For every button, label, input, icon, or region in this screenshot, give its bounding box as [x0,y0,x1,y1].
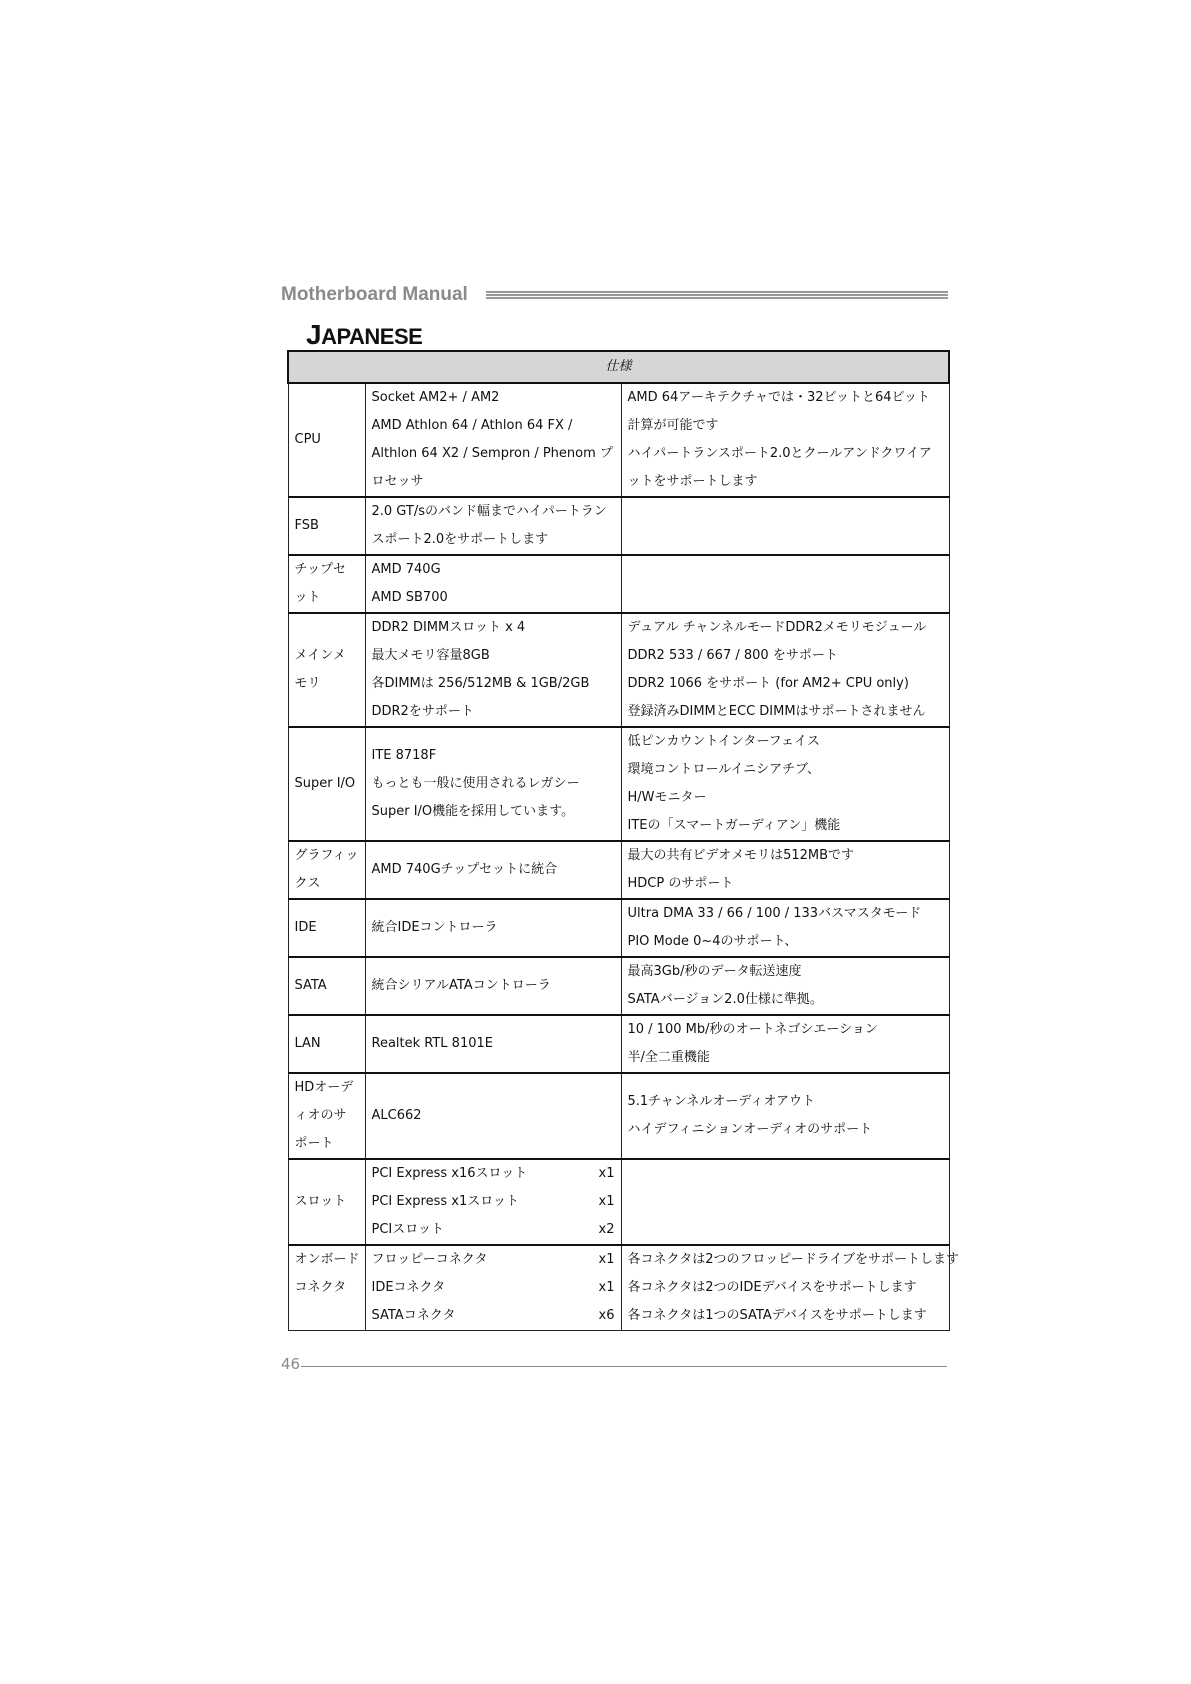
spec-row [288,841,949,899]
spec-value [365,1073,621,1159]
slot-name: PCI Express x1スロット [371,1194,519,1209]
spec-notes [621,727,949,841]
slot-qty: x2 [598,1222,615,1237]
slot-qty: x1 [598,1194,615,1209]
slot-item [372,1160,615,1188]
cell-line: 5.1チャンネルオーディオアウト [627,1094,815,1109]
page-number: 46 [281,1355,301,1373]
header-rule [486,291,948,300]
slot-item [372,1216,615,1244]
spec-table [287,350,959,1331]
spec-value [365,555,621,613]
spec-row [288,555,949,613]
cell-line: ALC662 [371,1108,422,1123]
spec-value [365,1159,621,1245]
cell-line: メインメモリ [294,648,346,691]
connector-qty: x6 [598,1308,615,1323]
cell-line: スロット [294,1194,347,1209]
cell-line: 最大メモリ容量8GB [371,648,490,663]
cell-line: Ultra DMA 33 / 66 / 100 / 133バスマスタモード [627,906,922,921]
cell-line: AMD 740Gチップセットに統合 [371,862,558,877]
cell-line: HDオーディオのサポート [294,1080,354,1151]
cell-line: Realtek RTL 8101E [371,1036,493,1051]
cell-line: CPU [294,432,321,447]
cell-line: IDE [294,920,317,935]
cell-line: DDR2 533 / 667 / 800 をサポート [627,648,838,663]
spec-notes [621,899,949,957]
spec-value [365,613,621,727]
connector-note: 各コネクタは2つのフロッピードライブをサポートします [627,1252,959,1267]
connector-item [372,1302,615,1330]
connector-item [372,1246,615,1274]
cell-line: チップセット [294,562,346,605]
cell-line: 最高3Gb/秒のデータ転送速度 [627,964,802,979]
spec-row [288,727,949,841]
cell-line: H/Wモニター [627,790,707,805]
spec-row [288,957,949,1015]
connector-note: 各コネクタは2つのIDEデバイスをサポートします [627,1280,917,1295]
spec-notes [621,957,949,1015]
cell-line: DDR2 DIMMスロット x 4 [371,620,526,635]
cell-line: AMD Athlon 64 / Athlon 64 FX / Althlon 64 X2 / Sempron / Phenom プロセッサ [371,418,613,489]
spec-value [365,899,621,957]
slot-qty: x1 [598,1166,615,1181]
cell-line: 各DIMMは 256/512MB & 1GB/2GB DDR2をサポート [371,676,590,719]
spec-notes [621,555,949,613]
cell-line: ハイパートランスポート2.0とクールアンドクワイアットをサポートします [627,446,932,489]
spec-value [365,383,621,497]
cell-line: SATAバージョン2.0仕様に準拠。 [627,992,823,1007]
slot-name: PCI Express x16スロット [371,1166,528,1181]
spec-row [288,613,949,727]
spec-label [288,957,365,1015]
spec-label [288,613,365,727]
footer-rule [301,1366,947,1367]
cell-line: AMD 740G [371,562,441,577]
cell-line: Super I/O [294,776,356,791]
spec-label [288,727,365,841]
cell-line: 半/全二重機能 [627,1050,710,1065]
spec-value [365,1245,621,1331]
spec-notes [621,841,949,899]
spec-notes [621,1073,949,1159]
spec-row [288,383,949,497]
spec-label [288,1015,365,1073]
connector-qty: x1 [598,1252,615,1267]
cell-line: 登録済みDIMMとECC DIMMはサポートされません [627,704,926,719]
spec-value [365,957,621,1015]
connector-name: IDEコネクタ [371,1280,446,1295]
connector-note: 各コネクタは1つのSATAデバイスをサポートします [627,1308,927,1323]
spec-label [288,383,365,497]
spec-notes [621,383,949,497]
spec-notes [621,1159,949,1245]
cell-line: グラフィックス [294,848,359,891]
cell-line: AMD SB700 [371,590,448,605]
spec-row [288,497,949,555]
spec-label [288,841,365,899]
cell-line: ITEの「スマートガーディアン」機能 [627,818,841,833]
cell-line: デュアル チャンネルモードDDR2メモリモジュール [627,620,927,635]
cell-line: オンボード [294,1252,360,1267]
spec-label [288,899,365,957]
spec-row [288,1015,949,1073]
cell-line: もっとも一般に使用されるレガシーSuper I/O機能を採用しています。 [371,776,580,819]
cell-line: Socket AM2+ / AM2 [371,390,500,405]
cell-line: ITE 8718F [371,748,437,763]
spec-value [365,1015,621,1073]
cell-line: LAN [294,1036,321,1051]
cell-line: DDR2 1066 をサポート (for AM2+ CPU only) [627,676,909,691]
spec-label [288,1073,365,1159]
cell-line: 2.0 GT/sのバンド幅までハイパートランスポート2.0をサポートします [371,504,607,547]
spec-notes [621,497,949,555]
spec-notes [621,613,949,727]
connector-qty: x1 [598,1280,615,1295]
spec-row [288,899,949,957]
spec-table-heading: 仕様 [288,351,949,383]
cell-line: コネクタ [294,1280,347,1295]
cell-line: 統合シリアルATAコントローラ [371,978,551,993]
slot-item [372,1188,615,1216]
spec-label [288,1159,365,1245]
spec-label [288,497,365,555]
spec-label [288,555,365,613]
section-title: JAPANESE [306,319,423,350]
connector-name: フロッピーコネクタ [371,1252,488,1267]
spec-label [288,1245,365,1331]
cell-line: 低ピンカウントインターフェイス [627,734,820,749]
cell-line: HDCP のサポート [627,876,734,891]
connector-name: SATAコネクタ [371,1308,456,1323]
cell-line: FSB [294,518,319,533]
page-header [281,284,948,306]
connector-item [372,1274,615,1302]
cell-line: 環境コントロールイニシアチブ、 [627,762,821,777]
cell-line: PIO Mode 0~4のサポート、 [627,934,798,949]
spec-value [365,727,621,841]
spec-row [288,1073,949,1159]
cell-line: 10 / 100 Mb/秒のオートネゴシエーション [627,1022,878,1037]
spec-value [365,841,621,899]
page-footer [281,1354,947,1374]
spec-notes [621,1015,949,1073]
cell-line: 統合IDEコントローラ [371,920,498,935]
cell-line: ハイデフィニションオーディオのサポート [627,1122,873,1137]
cell-line: 最大の共有ビデオメモリは512MBです [627,848,855,863]
spec-row-onboard [288,1245,949,1331]
cell-line: SATA [294,978,327,993]
manual-title: Motherboard Manual [281,284,468,305]
spec-value [365,497,621,555]
slot-name: PCIスロット [371,1222,444,1237]
spec-notes [621,1245,959,1331]
cell-line: AMD 64アーキテクチャでは・32ビットと64ビット計算が可能です [627,390,931,433]
spec-row-slots [288,1159,949,1245]
